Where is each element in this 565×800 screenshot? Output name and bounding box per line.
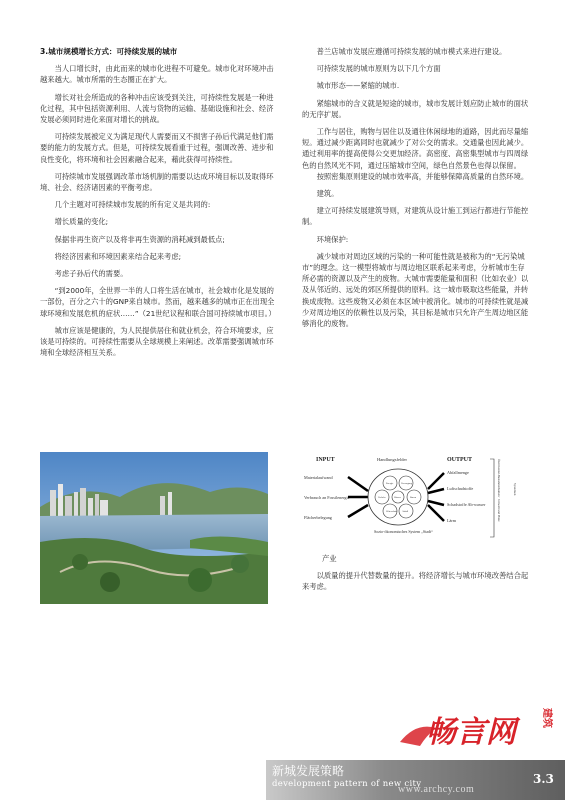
paragraph: 城市应该是健康的，为人民提供居住和就业机会，符合环境要求，应该是可持续的。可持续性需要从全球规模上来阐述。改革需要强调城市环境和全球经济相互关系。: [40, 325, 274, 358]
top-label: Handlungsfelder: [377, 457, 407, 462]
paragraph: 普兰店城市发展应遵循可持续发展的城市模式来进行建设。: [316, 47, 507, 56]
subheading: 建筑。: [316, 189, 339, 199]
circle-label: Verkehr: [378, 496, 386, 499]
logo-side-text: 建筑: [541, 708, 552, 728]
input-item: Verbrauch an Fossilenergie: [304, 495, 350, 500]
circle-label: Versorgung: [401, 482, 412, 485]
output-item: Abfallmenge: [447, 470, 469, 475]
left-column: [40, 46, 280, 364]
page-footer: [0, 744, 565, 800]
list-item: 保据非再生资产以及将非再生资源的消耗减到最低点;: [54, 234, 225, 244]
subheading: 城市形态——紧缩的城市.: [316, 81, 400, 91]
paragraph: 紧缩城市的含义就是短途的城市，城市发展计划应防止城市的面状的无序扩展。: [302, 98, 529, 119]
quote-paragraph: “到2000年，全世界一半的人口将生活在城市，社会城市化是发展的一部份，百分之六十的GNP来自城市。然而，越来越多的城市正在出现全球环境和发展危机的症状……”（21世纪议程和联合国可持续城市项目。）: [40, 286, 276, 318]
circle-label: Wirt-schaft: [386, 510, 397, 513]
flow-diagram: [302, 453, 522, 545]
circle-label: Abfall: [402, 510, 409, 513]
city-photo: [40, 452, 268, 604]
arrow: [348, 477, 368, 491]
bottom-label: Sozio-ökonomisches System „Stadt“: [374, 529, 433, 534]
paragraph: 几个主题对可持续城市发展的所有定义是共同的:: [54, 200, 211, 210]
paragraph: 可持续发展的城市原则为以下几个方面: [316, 64, 441, 74]
subheading: 产业: [322, 554, 337, 563]
logo-graphic: [396, 702, 556, 750]
output-label: OUTPUT: [447, 457, 473, 463]
city-landscape-image: [40, 452, 268, 604]
arrow: [428, 473, 444, 489]
subheading: 环境保护:: [316, 234, 349, 244]
circle-label: Energie: [386, 482, 394, 485]
paragraph: 工作与居住，购物与居住以及通往休闲绿地的道路，因此而尽量缩短。通过减少距离同时也就减少了对公交的需求。交通量也因此减少。通过利用率的提高使得公交更加经济。高密度、高密集型城市与四周绿色的自然风光不同，通过压缩城市空间，绿色自然景色也得以保留。: [302, 127, 529, 170]
list-item: 增长质量的变化;: [54, 217, 109, 227]
logo-text: 畅言网: [426, 715, 516, 750]
list-item: 考虑子孙后代的需要。: [54, 269, 128, 279]
input-item: Materialaufwand: [304, 475, 333, 480]
paragraph: 可持续发展被定义为满足现代人需要而又不损害子孙后代满足他们需要的能力的发展方式。但是，可持续发展看重于过程，强调改善、进步和良性变化，将环境和社会因素融合起来，藉此获得可持续性。: [40, 132, 274, 164]
page-number: 3.3: [533, 772, 554, 786]
paragraph: 按照密集原则建设的城市效率高，并能够保障高质量的自然环境。: [316, 171, 529, 181]
output-item: Luftschadstoffe: [447, 486, 474, 491]
section-heading: 3.城市规模增长方式：可持续发展的城市: [40, 47, 178, 56]
paragraph: 以质量的提升代替数量的提升。将经济增长与城市环境改善结合起来考虑。: [302, 571, 529, 592]
input-output-diagram: [302, 453, 522, 545]
footer-title: 新城发展策略: [272, 764, 345, 778]
output-item: Schadstoffe Ab-wasser: [447, 502, 486, 507]
footer-subtitle: development pattern of new city: [272, 779, 422, 789]
input-label: INPUT: [316, 457, 335, 463]
arrow: [428, 505, 444, 521]
right-column: [302, 46, 530, 335]
side-text: Systemen: [513, 483, 517, 496]
footer-url: www.archcy.com: [398, 784, 475, 795]
paragraph: 当人口增长时，由此而来的城市化进程不可避免。城市化对环境冲击越来越大。城市所需的生态圈正在扩大。: [40, 64, 274, 85]
right-tail: [302, 553, 530, 599]
side-text: Ökoinventar-Basisdatenbanken · Umwelt und Pläne: [497, 459, 501, 522]
paragraph: 增长对社会所造成的各种冲击应该受到关注，可持续性发展是一种进化过程，其中包括资源利用、人流与货物的运输、基础设施和社会、经济发展必须同时进化来面对增长的挑战。: [40, 92, 274, 125]
list-item: 将经济因素和环境因素来结合起来考虑;: [54, 251, 182, 261]
circle-label: Bauen: [410, 496, 417, 499]
site-logo: [396, 702, 556, 750]
output-item: Lärm: [447, 518, 457, 523]
paragraph: 建立可持续发展建筑导则，对建筑从设计施工到运行都进行节能控制。: [302, 206, 529, 227]
arrow: [348, 505, 368, 517]
bracket: [490, 459, 494, 537]
circle-label: Wasser: [394, 496, 401, 499]
paragraph: 可持续城市发展强调改革市场机制的需要以达成环境目标以及取得环境、社会、经济诸因素的平衡考虑。: [40, 171, 274, 193]
input-item: Flächerbelegung: [304, 515, 332, 520]
arrow: [428, 489, 444, 493]
arrow: [428, 501, 444, 505]
paragraph: 减少城市对周边区域的污染的一种可能性就是被称为的“无污染城市”的理念。这一模型将城市与周边地区联系起来考虑，分析城市生存所必需的资源以及产生的废物。大城市需要能量和面积（比如农业）以及从邻近的、远处的郊区所提供的原料。这一城市吸取这些能量，并转换成废物。这些废物又必须在本区域中被消化。城市的可持续性就是减少对周边地区的依赖性以及污染，其目标是城市只允许产生周边地区能够消化的废物。: [302, 251, 529, 329]
